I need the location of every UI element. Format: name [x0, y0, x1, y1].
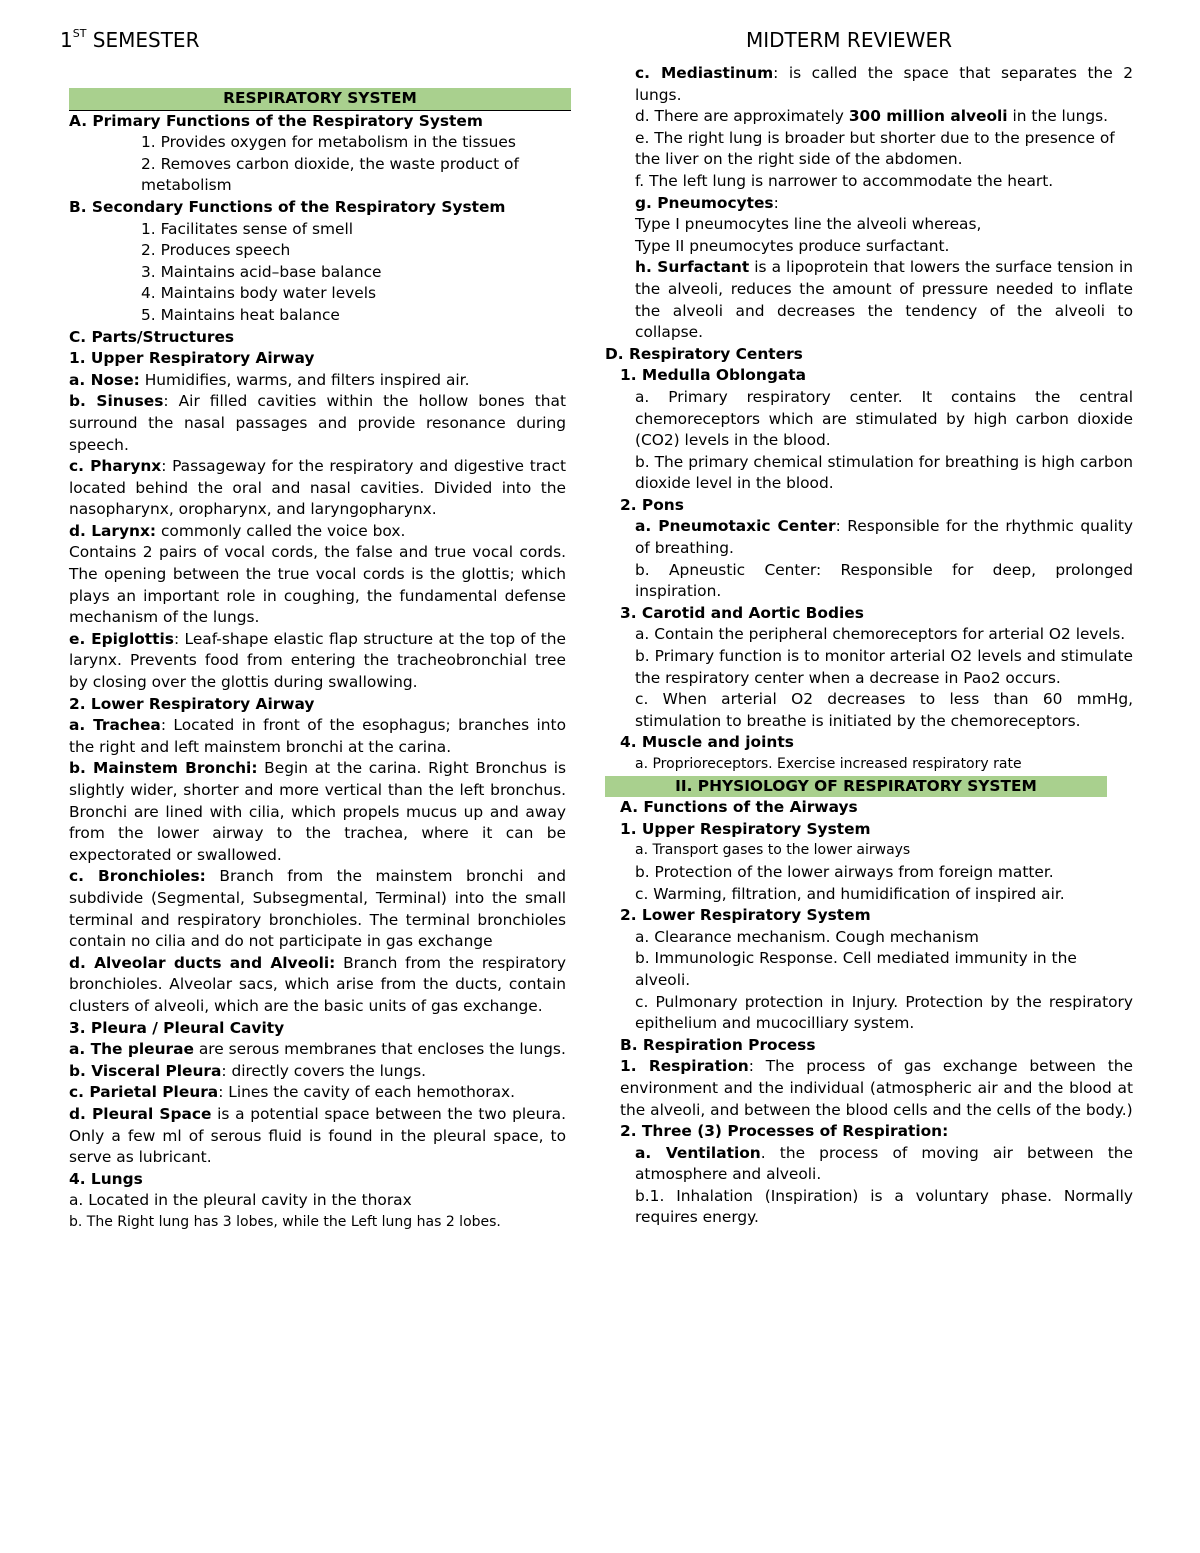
- paragraph-medulla-a: a. Primary respiratory center. It contains the central chemoreceptors which are stimulated by high carbon dioxide (CO2) levels in the blood.: [635, 387, 1133, 450]
- label-pneumotaxic: a. Pneumotaxic Center: [635, 517, 836, 536]
- text-pneumotaxic: : Responsible for the rhythmic quality of breathing.: [635, 517, 1133, 558]
- label-pleurae: a. The pleurae: [69, 1040, 194, 1059]
- text-trachea: : Located in front of the esophagus; branches into the right and left mainstem bronchi at the carina.: [69, 716, 567, 756]
- text-pleurae: are serous membranes that encloses the lungs.: [193, 1040, 566, 1059]
- heading-respiration-process: B. Respiration Process: [620, 1035, 816, 1054]
- label-ventilation: a. Ventilation: [635, 1143, 761, 1162]
- paragraph-larynx: [69, 521, 566, 543]
- text-bronchioles: Branch from the mainstem bronchi and subdivide (Segmental, Subsegmental, Terminal) into the small terminal and respiratory bronchioles. The terminal bronchioles contain no cilia and do not participate in gas exchange: [69, 867, 566, 951]
- paragraph-visceral-pleura: [69, 1061, 566, 1083]
- text-epiglottis: : Leaf-shape elastic flap structure at the top of the larynx. Prevents food from entering the tracheobronchial tree by closing over the glottis during swallowing.: [69, 629, 567, 692]
- paragraph-respiration: [605, 1056, 1133, 1121]
- paragraph-larynx-detail: Contains 2 pairs of vocal cords, the false and true vocal cords. The opening between the true vocal cords is the glottis; which plays an important role in coughing, the fundamental defense mechanism of the lungs.: [69, 543, 566, 627]
- paragraph-type2: Type II pneumocytes produce surfactant.: [635, 236, 950, 255]
- paragraph-lower-a: a. Clearance mechanism. Cough mechanism: [635, 927, 979, 946]
- right-column: [605, 63, 1133, 1229]
- paragraph-lower-c: c. Pulmonary protection in Injury. Protection by the respiratory epithelium and mucocilliary system.: [635, 992, 1133, 1033]
- paragraph-carotid-b: b. Primary function is to monitor arterial O2 levels and stimulate the respiratory center when a decrease in Pao2 occurs.: [635, 647, 1133, 687]
- paragraph-pons-a: [605, 516, 1133, 559]
- paragraph-trachea: [69, 715, 566, 758]
- label-parietal-pleura: c. Parietal Pleura: [69, 1083, 219, 1102]
- heading-lower-airway: 2. Lower Respiratory Airway: [69, 694, 315, 713]
- paragraph-surfactant: [605, 257, 1133, 343]
- label-bronchioles: c. Bronchioles:: [69, 867, 206, 886]
- heading-pons: 2. Pons: [620, 495, 684, 514]
- paragraph-ventilation: [605, 1143, 1133, 1186]
- text-respiration: : The process of gas exchange between the environment and the individual (atmospheric air and the blood at the alveoli, and between the blood cells and the cells of the body.): [620, 1057, 1133, 1119]
- label-respiration: 1. Respiration: [620, 1057, 749, 1076]
- heading-secondary-functions: B. Secondary Functions of the Respiratory System: [69, 197, 506, 216]
- label-larynx: d. Larynx:: [69, 521, 157, 540]
- heading-lungs: 4. Lungs: [69, 1169, 143, 1188]
- paragraph-mediastinum: [605, 63, 1133, 106]
- text-alveoli-post: in the lungs.: [1007, 107, 1109, 126]
- heading-carotid: 3. Carotid and Aortic Bodies: [620, 603, 864, 622]
- list-item-lungs-a: a. Located in the pleural cavity in the thorax: [69, 1191, 412, 1210]
- heading-upper-system: 1. Upper Respiratory System: [620, 819, 871, 838]
- text-parietal-pleura: : Lines the cavity of each hemothorax.: [218, 1083, 516, 1102]
- text-alveoli-bold: 300 million alveoli: [848, 107, 1008, 126]
- heading-muscle: 4. Muscle and joints: [620, 733, 794, 752]
- paragraph-epiglottis: [69, 629, 566, 694]
- list-item: 4. Maintains body water levels: [141, 284, 377, 303]
- heading-three-processes: 2. Three (3) Processes of Respiration:: [620, 1122, 949, 1141]
- text-sinuses: : Air filled cavities within the hollow bones that surround the nasal passages and provide resonance during speech.: [69, 392, 566, 454]
- header-semester-number: 1: [60, 28, 73, 52]
- paragraph-lower-b: b. Immunologic Response. Cell mediated immunity in the alveoli.: [635, 949, 1077, 989]
- header-semester-text: SEMESTER: [86, 28, 200, 52]
- list-item-lungs-b: b. The Right lung has 3 lobes, while the Left lung has 2 lobes.: [69, 1213, 501, 1230]
- text-mainstem-bronchi: Begin at the carina. Right Bronchus is slightly wider, shorter and more vertical than the left bronchus. Bronchi are lined with cilia, which propels mucus up and away from the lower airway to the trachea, where it can be expectorated or swallowed.: [69, 759, 567, 864]
- text-alveoli-pre: d. There are approximately: [635, 107, 849, 126]
- heading-respiratory-centers: D. Respiratory Centers: [605, 344, 803, 363]
- label-mediastinum: c. Mediastinum: [635, 64, 774, 82]
- paragraph-parietal-pleura: [69, 1082, 566, 1104]
- paragraph-muscle-a: a. Proprioreceptors. Exercise increased respiratory rate: [635, 756, 1022, 772]
- paragraph-sinuses: [69, 391, 566, 456]
- list-item: 1. Facilitates sense of smell: [141, 219, 353, 238]
- text-alveolar: Branch from the respiratory bronchioles. Alveolar sacs, which arise from the ducts, contain clusters of alveoli, which are the basic units of gas exchange.: [69, 953, 566, 1015]
- label-pharynx: c. Pharynx: [69, 457, 162, 476]
- heading-parts-structures: C. Parts/Structures: [69, 327, 235, 346]
- label-trachea: a. Trachea: [69, 716, 161, 735]
- label-visceral-pleura: b. Visceral Pleura: [69, 1061, 222, 1080]
- paragraph-alveolar: [69, 953, 566, 1018]
- header-semester: [60, 28, 199, 52]
- text-mediastinum: : is called the space that separates the 2 lungs.: [635, 64, 1133, 104]
- header-reviewer: MIDTERM REVIEWER: [746, 28, 952, 52]
- paragraph-medulla-b: b. The primary chemical stimulation for breathing is high carbon dioxide level in the blood.: [635, 452, 1133, 493]
- header-semester-sup: ST: [72, 27, 87, 40]
- label-nose: a. Nose:: [69, 370, 140, 389]
- section-title-physiology: II. PHYSIOLOGY OF RESPIRATORY SYSTEM: [605, 776, 1107, 798]
- paragraph-bronchioles: [69, 866, 566, 952]
- paragraph-type1: Type I pneumocytes line the alveoli whereas,: [635, 215, 982, 234]
- paragraph-mainstem-bronchi: [69, 758, 566, 866]
- list-item: 1. Provides oxygen for metabolism in the tissues: [141, 133, 516, 152]
- heading-medulla: 1. Medulla Oblongata: [620, 366, 806, 385]
- heading-upper-airway: 1. Upper Respiratory Airway: [69, 349, 315, 368]
- paragraph-pons-b: b. Apneustic Center: Responsible for deep, prolonged inspiration.: [635, 560, 1133, 601]
- list-item: 2. Produces speech: [141, 241, 291, 260]
- text-pleural-space: is a potential space between the two pleura. Only a few ml of serous fluid is found in the pleural space, to serve as lubricant.: [69, 1104, 566, 1167]
- paragraph-inhalation: b.1. Inhalation (Inspiration) is a voluntary phase. Normally requires energy.: [635, 1186, 1133, 1227]
- left-column: [69, 88, 566, 1233]
- paragraph-carotid-c: c. When arterial O2 decreases to less than 60 mmHg, stimulation to breathe is initiated by the chemoreceptors.: [635, 690, 1133, 730]
- text-pneumocytes-colon: :: [773, 193, 779, 212]
- list-item: 3. Maintains acid–base balance: [141, 262, 382, 281]
- list-item: 5. Maintains heat balance: [141, 305, 340, 324]
- paragraph-carotid-a: a. Contain the peripheral chemoreceptors for arterial O2 levels.: [635, 625, 1126, 644]
- heading-primary-functions: A. Primary Functions of the Respiratory System: [69, 111, 483, 130]
- paragraph-pleurae: [69, 1039, 566, 1061]
- paragraph-alveoli-count: [605, 106, 1133, 128]
- paragraph-pharynx: [69, 456, 566, 521]
- label-mainstem-bronchi: b. Mainstem Bronchi:: [69, 759, 258, 778]
- label-sinuses: b. Sinuses: [69, 392, 164, 411]
- paragraph-upper-c: c. Warming, filtration, and humidification of inspired air.: [635, 884, 1065, 903]
- text-larynx: commonly called the voice box.: [156, 521, 406, 540]
- list-item: 2. Removes carbon dioxide, the waste product of metabolism: [141, 154, 519, 195]
- paragraph-upper-a: a. Transport gases to the lower airways: [635, 842, 911, 859]
- label-pleural-space: d. Pleural Space: [69, 1104, 212, 1123]
- heading-lower-system: 2. Lower Respiratory System: [620, 906, 871, 925]
- heading-pleura: 3. Pleura / Pleural Cavity: [69, 1018, 285, 1037]
- paragraph-right-lung: e. The right lung is broader but shorter due to the presence of the liver on the right side of the abdomen.: [635, 128, 1115, 169]
- text-surfactant: is a lipoprotein that lowers the surface tension in the alveoli, reduces the amount of pressure needed to inflate the alveoli and decreases the tendency of the alveoli to collapse.: [635, 258, 1133, 342]
- paragraph-upper-b: b. Protection of the lower airways from foreign matter.: [635, 862, 1054, 881]
- text-ventilation: . the process of moving air between the atmosphere and alveoli.: [635, 1143, 1133, 1184]
- paragraph-left-lung: f. The left lung is narrower to accommodate the heart.: [635, 171, 1054, 190]
- paragraph-nose: [69, 370, 566, 392]
- text-nose: Humidifies, warms, and filters inspired air.: [139, 370, 470, 389]
- label-pneumocytes: g. Pneumocytes: [635, 193, 774, 212]
- heading-functions-airways: A. Functions of the Airways: [620, 798, 858, 817]
- section-title-respiratory-system: RESPIRATORY SYSTEM: [69, 88, 571, 111]
- label-surfactant: h. Surfactant: [635, 258, 750, 277]
- paragraph-pleural-space: [69, 1104, 566, 1169]
- text-pharynx: : Passageway for the respiratory and digestive tract located behind the oral and nasal cavities. Divided into the nasopharynx, oropharynx, and laryngopharynx.: [69, 457, 566, 519]
- text-visceral-pleura: : directly covers the lungs.: [221, 1061, 427, 1080]
- label-epiglottis: e. Epiglottis: [69, 629, 174, 648]
- label-alveolar: d. Alveolar ducts and Alveoli:: [69, 953, 336, 972]
- paragraph-pneumocytes: [605, 193, 1133, 215]
